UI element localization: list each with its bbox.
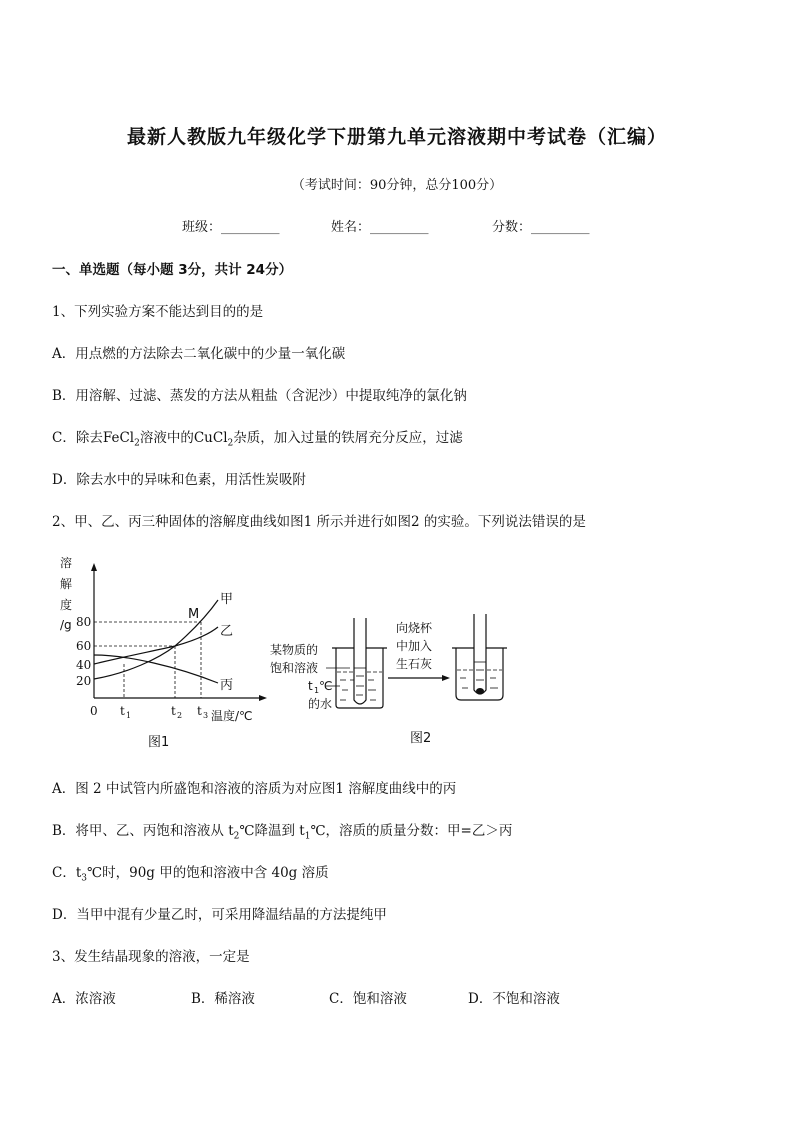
fig2-label-t-sub: 1	[314, 686, 320, 695]
q2-option-a: A．图 2 中试管内所盛饱和溶液的溶质为对应图1 溶解度曲线中的丙	[52, 781, 457, 797]
y-label-char-1: 溶	[60, 556, 73, 570]
x-tick-t3: t	[197, 704, 202, 718]
x-tick-t1: t	[120, 704, 125, 718]
q2-option-d: D．当甲中混有少量乙时，可采用降温结晶的方法提纯甲	[52, 907, 387, 923]
q1-option-b: B．用溶解、过滤、蒸发的方法从粗盐（含泥沙）中提取纯净的氯化钠	[52, 388, 467, 404]
precipitate	[476, 688, 484, 694]
q3-option-b: B．稀溶液	[191, 991, 255, 1007]
x-tick-t2: t	[171, 704, 176, 718]
series-label-yi: 乙	[220, 624, 234, 639]
q3-option-c: C．饱和溶液	[329, 991, 407, 1007]
fig2-label-water: 的水	[308, 697, 333, 711]
figure-1-solubility-curves	[58, 555, 278, 755]
q3-stem: 3、发生结晶现象的溶液，一定是	[52, 949, 250, 965]
exam-subtitle: （考试时间：90分钟，总分100分）	[291, 178, 503, 193]
y-tick-80: 80	[76, 615, 92, 629]
q1-option-d: D．除去水中的异味和色素，用活性炭吸附	[52, 472, 306, 488]
right-test-tube	[474, 614, 486, 694]
series-label-jia: 甲	[220, 592, 234, 607]
y-tick-60: 60	[76, 639, 92, 653]
fig2-label-degree: ℃	[319, 679, 333, 693]
curve-jia	[94, 600, 218, 679]
fig2-label-t: t	[308, 679, 313, 693]
y-label-char-4: /g	[60, 618, 72, 632]
x-tick-0: 0	[90, 704, 98, 718]
y-tick-40: 40	[76, 658, 92, 672]
q3-option-a: A．浓溶液	[52, 991, 116, 1007]
fig2-label-line-1: 某物质的	[270, 643, 319, 657]
arrow-label-line-1: 向烧杯	[396, 621, 433, 635]
q1-stem: 1、下列实验方案不能达到目的的是	[52, 304, 264, 320]
fig2-label-line-2: 饱和溶液	[270, 661, 319, 675]
y-label-char-3: 度	[60, 598, 73, 612]
series-label-bing: 丙	[220, 678, 234, 693]
section-heading: 一、单选题（每小题 3分，共计 24分）	[52, 262, 293, 278]
x-tick-t2-sub: 2	[177, 711, 183, 720]
q2-option-b: B．将甲、乙、丙饱和溶液从 $t_2℃$降温到 $t_1℃$，溶质的质量分数：甲=乙＞丙	[52, 823, 513, 842]
q2-stem: 2、甲、乙、丙三种固体的溶解度曲线如图1 所示并进行如图2 的实验。下列说法错误的是	[52, 514, 586, 530]
q2-option-c: C．$t_3℃$时，90g 甲的饱和溶液中含 40g 溶质	[52, 865, 329, 884]
score-field[interactable]: 分数：_________	[492, 220, 590, 235]
y-label-char-2: 解	[60, 577, 73, 591]
y-axis-arrow	[91, 563, 97, 571]
left-test-tube	[354, 618, 366, 704]
x-tick-t3-sub: 3	[203, 711, 209, 720]
x-axis-label: 温度/℃	[211, 709, 253, 723]
name-field[interactable]: 姓名：_________	[331, 220, 429, 235]
exam-title: 最新人教版九年级化学下册第九单元溶液期中考试卷（汇编）	[126, 126, 667, 148]
class-field[interactable]: 班级：_________	[182, 220, 280, 235]
q1-option-a: A．用点燃的方法除去二氧化碳中的少量一氧化碳	[52, 346, 346, 362]
x-tick-t1-sub: 1	[126, 711, 132, 720]
x-axis-arrow	[259, 695, 267, 701]
y-tick-20: 20	[76, 674, 92, 688]
figure-2-caption: 图2	[410, 731, 432, 746]
q3-option-d: D．不饱和溶液	[468, 991, 560, 1007]
arrow-label-line-2: 中加入	[396, 639, 433, 653]
q1-option-c: C．除去FeCl$_2$溶液中的CuCl$_2$杂质，加入过量的铁屑充分反应，过滤	[52, 430, 463, 449]
arrow-label-line-3: 生石灰	[396, 657, 433, 671]
point-m-label: M	[188, 607, 200, 622]
figure-1-caption: 图1	[148, 735, 170, 750]
figure-2-experiment	[268, 610, 518, 750]
